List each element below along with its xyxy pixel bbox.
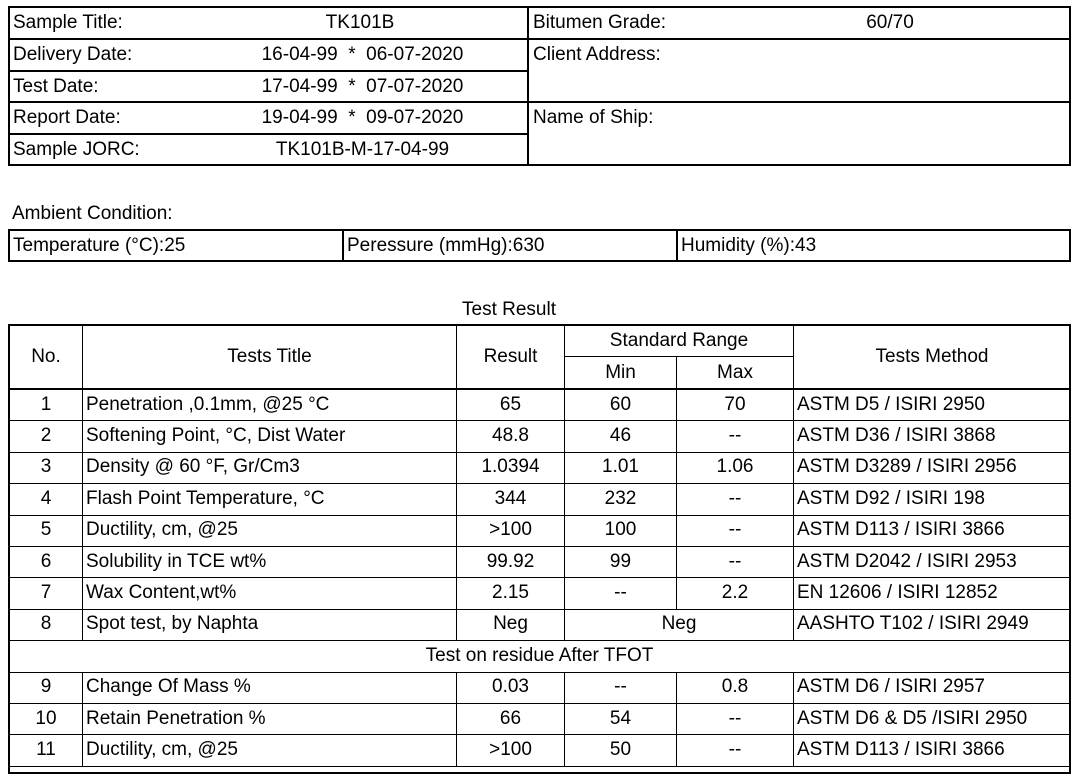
cell-min: 232: [604, 487, 637, 509]
cell-method: AASHTO T102 / ISIRI 2949: [797, 613, 1029, 635]
cell-result: Neg: [493, 613, 528, 635]
cell-max: 1.06: [716, 456, 754, 478]
cell-method: ASTM D36 / ISIRI 3868: [797, 425, 996, 447]
cell-title: Ductility, cm, @25: [86, 739, 238, 761]
col-max-header: Max: [717, 361, 753, 383]
cell-max: 0.8: [721, 676, 749, 698]
cell-result: 65: [499, 393, 522, 415]
cell-no: 3: [40, 456, 52, 478]
cell-no: 7: [40, 582, 52, 604]
ambient-humidity: Humidity (%):43: [681, 234, 817, 256]
residue-section-title: Test on residue After TFOT: [425, 644, 654, 666]
ambient-temperature: Temperature (°C):25: [13, 234, 186, 256]
cell-min: 54: [609, 707, 632, 729]
cell-max: --: [728, 550, 742, 572]
cell-method: ASTM D5 / ISIRI 2950: [797, 393, 985, 415]
cell-max: --: [728, 739, 742, 761]
jorc-value: TK101B-M-17-04-99: [275, 139, 450, 160]
cell-result: 48.8: [492, 425, 529, 447]
col-result-header: Result: [483, 346, 538, 367]
cell-min: 1.01: [602, 456, 639, 478]
cell-title: Retain Penetration %: [86, 707, 266, 729]
cell-no: 8: [40, 613, 52, 635]
col-range-header: Standard Range: [609, 330, 749, 351]
bitumen-grade-value: 60/70: [866, 12, 914, 33]
cell-method: ASTM D2042 / ISIRI 2953: [797, 550, 1017, 572]
cell-min: 60: [609, 393, 632, 415]
cell-no: 11: [36, 739, 56, 761]
cell-no: 5: [40, 519, 52, 541]
cell-result: 0.03: [492, 676, 529, 698]
col-min-header: Min: [605, 361, 636, 383]
sample-title-label: Sample Title:: [13, 12, 123, 33]
client-address-label: Client Address:: [533, 44, 661, 65]
cell-method: ASTM D92 / ISIRI 198: [797, 487, 985, 509]
cell-title: Density @ 60 °F, Gr/Cm3: [86, 456, 300, 478]
ambient-title: Ambient Condition:: [12, 203, 173, 224]
delivery-date-label: Delivery Date:: [13, 44, 133, 65]
cell-max: --: [728, 519, 742, 541]
cell-title: Change Of Mass %: [86, 676, 251, 698]
cell-method: ASTM D113 / ISIRI 3866: [797, 739, 1005, 761]
test-result-title: Test Result: [462, 299, 556, 320]
cell-result: 2.15: [492, 582, 529, 604]
cell-max: 70: [724, 393, 746, 415]
cell-result: 99.92: [486, 550, 535, 572]
cell-min: --: [614, 676, 627, 698]
cell-max: --: [728, 707, 742, 729]
cell-title: Ductility, cm, @25: [86, 519, 238, 541]
cell-title: Penetration ,0.1mm, @25 °C: [86, 393, 330, 415]
cell-title: Softening Point, °C, Dist Water: [86, 425, 346, 447]
cell-result: 1.0394: [481, 456, 540, 478]
report-date-value: 19-04-99 * 09-07-2020: [261, 107, 464, 128]
ship-name-label: Name of Ship:: [533, 107, 654, 128]
cell-max: --: [728, 487, 742, 509]
cell-range-merged: Neg: [661, 613, 697, 635]
col-method-header: Tests Method: [875, 346, 989, 367]
cell-result: 66: [499, 707, 522, 729]
sample-title-value: TK101B: [325, 12, 395, 33]
test-date-label: Test Date:: [13, 75, 99, 97]
bitumen-grade-label: Bitumen Grade:: [533, 12, 667, 33]
cell-method: EN 12606 / ISIRI 12852: [797, 582, 998, 604]
cell-min: 99: [609, 550, 632, 572]
cell-no: 9: [40, 676, 52, 698]
cell-min: 50: [609, 739, 632, 761]
cell-no: 6: [40, 550, 52, 572]
col-no-header: No.: [31, 346, 61, 367]
cell-method: ASTM D6 & D5 /ISIRI 2950: [797, 707, 1028, 729]
report-date-label: Report Date:: [13, 107, 121, 128]
cell-method: ASTM D6 / ISIRI 2957: [797, 676, 985, 698]
jorc-label: Sample JORC:: [13, 139, 140, 160]
cell-max: --: [728, 425, 742, 447]
delivery-date-value: 16-04-99 * 06-07-2020: [261, 44, 464, 65]
cell-min: --: [614, 582, 627, 604]
cell-title: Flash Point Temperature, °C: [86, 487, 325, 509]
cell-title: Solubility in TCE wt%: [86, 550, 267, 572]
cell-no: 4: [40, 487, 52, 509]
cell-method: ASTM D113 / ISIRI 3866: [797, 519, 1005, 541]
cell-no: 1: [40, 393, 52, 415]
cell-method: ASTM D3289 / ISIRI 2956: [797, 456, 1017, 478]
cell-title: Wax Content,wt%: [86, 582, 237, 604]
cell-no: 10: [35, 707, 57, 729]
cell-max: 2.2: [721, 582, 749, 604]
ambient-pressure: Peressure (mmHg):630: [347, 234, 545, 256]
col-title-header: Tests Title: [227, 346, 312, 367]
cell-title: Spot test, by Naphta: [86, 613, 259, 635]
cell-result: >100: [489, 739, 532, 761]
cell-no: 2: [40, 425, 52, 447]
cell-result: 344: [494, 487, 527, 509]
cell-result: >100: [489, 519, 532, 541]
cell-min: 46: [609, 425, 632, 447]
cell-min: 100: [604, 519, 637, 541]
test-date-value: 17-04-99 * 07-07-2020: [261, 75, 464, 97]
